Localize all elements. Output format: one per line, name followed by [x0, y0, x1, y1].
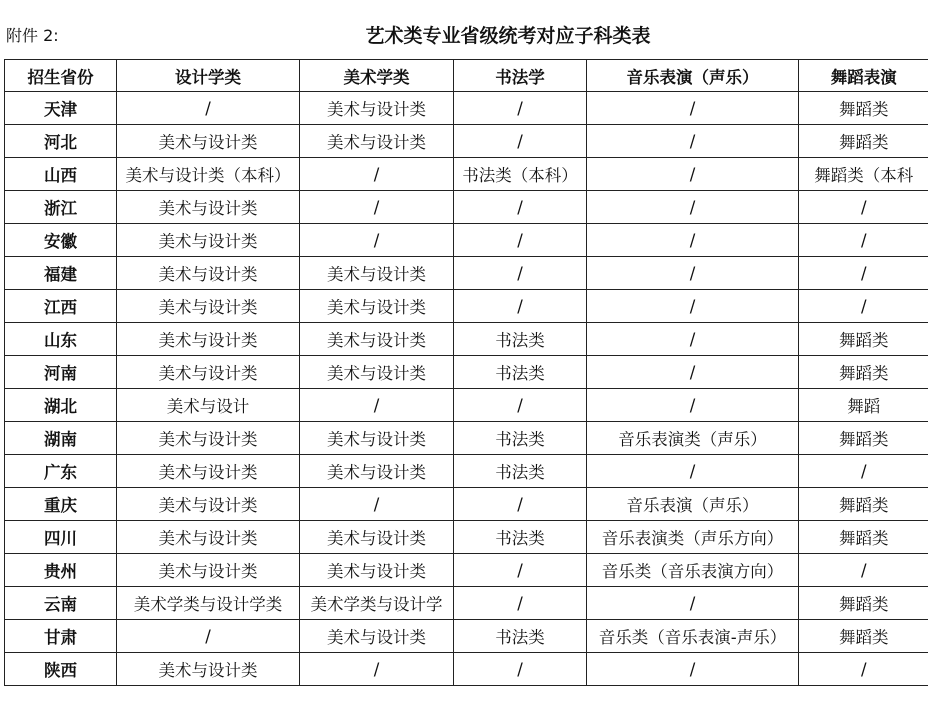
design-cell: 美术与设计类 [117, 356, 300, 389]
vocal-music-cell: 音乐表演（声乐） [587, 488, 799, 521]
dance-cell: 舞蹈类 [799, 587, 928, 620]
table-row [5, 488, 928, 521]
dance-cell: 舞蹈 [799, 389, 928, 422]
design-cell: 美术与设计类 [117, 290, 300, 323]
art-subject-table [4, 59, 928, 686]
province-cell: 江西 [5, 290, 117, 323]
table-row [5, 554, 928, 587]
province-cell: 云南 [5, 587, 117, 620]
province-cell: 河南 [5, 356, 117, 389]
calligraphy-cell: 书法类 [454, 455, 587, 488]
table-row [5, 356, 928, 389]
table-row [5, 620, 928, 653]
fine-arts-cell: 美术学类与设计学 [300, 587, 454, 620]
calligraphy-cell: 书法类 [454, 620, 587, 653]
fine-arts-cell: 美术与设计类 [300, 620, 454, 653]
table-row [5, 158, 928, 191]
calligraphy-cell: / [454, 587, 587, 620]
vocal-music-cell: / [587, 389, 799, 422]
header-province: 招生省份 [5, 60, 117, 92]
table-row [5, 422, 928, 455]
dance-cell: / [799, 224, 928, 257]
vocal-music-cell: 音乐类（音乐表演-声乐） [587, 620, 799, 653]
fine-arts-cell: 美术与设计类 [300, 92, 454, 125]
calligraphy-cell: / [454, 224, 587, 257]
dance-cell: / [799, 455, 928, 488]
vocal-music-cell: / [587, 290, 799, 323]
province-cell: 广东 [5, 455, 117, 488]
dance-cell: / [799, 257, 928, 290]
fine-arts-cell: 美术与设计类 [300, 257, 454, 290]
calligraphy-cell: / [454, 488, 587, 521]
vocal-music-cell: / [587, 125, 799, 158]
fine-arts-cell: / [300, 224, 454, 257]
header-calligraphy: 书法学 [454, 60, 587, 92]
table-row [5, 323, 928, 356]
calligraphy-cell: 书法类（本科） [454, 158, 587, 191]
header-dance: 舞蹈表演 [799, 60, 928, 92]
calligraphy-cell: / [454, 653, 587, 686]
calligraphy-cell: / [454, 554, 587, 587]
dance-cell: 舞蹈类（本科 [799, 158, 928, 191]
vocal-music-cell: / [587, 653, 799, 686]
design-cell: 美术与设计类 [117, 554, 300, 587]
province-cell: 甘肃 [5, 620, 117, 653]
fine-arts-cell: 美术与设计类 [300, 422, 454, 455]
province-cell: 湖南 [5, 422, 117, 455]
design-cell: 美术学类与设计学类 [117, 587, 300, 620]
dance-cell: 舞蹈类 [799, 356, 928, 389]
design-cell: 美术与设计类 [117, 521, 300, 554]
attachment-label: 附件 2: [6, 26, 59, 45]
vocal-music-cell: / [587, 257, 799, 290]
document-title: 艺术类专业省级统考对应子科类表 [365, 25, 651, 47]
table-row [5, 587, 928, 620]
design-cell: / [117, 92, 300, 125]
calligraphy-cell: / [454, 125, 587, 158]
fine-arts-cell: 美术与设计类 [300, 323, 454, 356]
fine-arts-cell: / [300, 389, 454, 422]
design-cell: 美术与设计类 [117, 455, 300, 488]
calligraphy-cell: / [454, 92, 587, 125]
dance-cell: 舞蹈类 [799, 620, 928, 653]
calligraphy-cell: / [454, 290, 587, 323]
table-row [5, 521, 928, 554]
design-cell: 美术与设计类（本科） [117, 158, 300, 191]
header-row [5, 60, 928, 92]
design-cell: 美术与设计类 [117, 191, 300, 224]
vocal-music-cell: 音乐类（音乐表演方向） [587, 554, 799, 587]
province-cell: 天津 [5, 92, 117, 125]
table-row [5, 290, 928, 323]
calligraphy-cell: / [454, 191, 587, 224]
design-cell: 美术与设计类 [117, 257, 300, 290]
design-cell: 美术与设计类 [117, 125, 300, 158]
design-cell: 美术与设计类 [117, 323, 300, 356]
province-cell: 福建 [5, 257, 117, 290]
dance-cell: 舞蹈类 [799, 92, 928, 125]
table-body [5, 92, 928, 686]
dance-cell: / [799, 653, 928, 686]
design-cell: 美术与设计类 [117, 224, 300, 257]
fine-arts-cell: 美术与设计类 [300, 554, 454, 587]
vocal-music-cell: / [587, 191, 799, 224]
calligraphy-cell: / [454, 389, 587, 422]
fine-arts-cell: / [300, 653, 454, 686]
fine-arts-cell: 美术与设计类 [300, 356, 454, 389]
table-row [5, 653, 928, 686]
table-row [5, 389, 928, 422]
fine-arts-cell: 美术与设计类 [300, 290, 454, 323]
province-cell: 重庆 [5, 488, 117, 521]
calligraphy-cell: 书法类 [454, 323, 587, 356]
vocal-music-cell: 音乐表演类（声乐） [587, 422, 799, 455]
dance-cell: 舞蹈类 [799, 521, 928, 554]
dance-cell: / [799, 554, 928, 587]
province-cell: 山西 [5, 158, 117, 191]
header-design: 设计学类 [117, 60, 300, 92]
dance-cell: 舞蹈类 [799, 488, 928, 521]
design-cell: / [117, 620, 300, 653]
fine-arts-cell: / [300, 158, 454, 191]
table-row [5, 257, 928, 290]
province-cell: 河北 [5, 125, 117, 158]
vocal-music-cell: / [587, 224, 799, 257]
dance-cell: / [799, 290, 928, 323]
table-row [5, 191, 928, 224]
table-row [5, 125, 928, 158]
vocal-music-cell: 音乐表演类（声乐方向） [587, 521, 799, 554]
vocal-music-cell: / [587, 323, 799, 356]
calligraphy-cell: 书法类 [454, 356, 587, 389]
vocal-music-cell: / [587, 455, 799, 488]
dance-cell: 舞蹈类 [799, 323, 928, 356]
fine-arts-cell: 美术与设计类 [300, 455, 454, 488]
calligraphy-cell: 书法类 [454, 422, 587, 455]
fine-arts-cell: 美术与设计类 [300, 521, 454, 554]
fine-arts-cell: / [300, 191, 454, 224]
dance-cell: 舞蹈类 [799, 125, 928, 158]
header-fine-arts: 美术学类 [300, 60, 454, 92]
table-row [5, 455, 928, 488]
table-container [4, 59, 928, 709]
table-row [5, 92, 928, 125]
province-cell: 陕西 [5, 653, 117, 686]
province-cell: 安徽 [5, 224, 117, 257]
calligraphy-cell: 书法类 [454, 521, 587, 554]
vocal-music-cell: / [587, 158, 799, 191]
dance-cell: 舞蹈类 [799, 422, 928, 455]
fine-arts-cell: 美术与设计类 [300, 125, 454, 158]
province-cell: 山东 [5, 323, 117, 356]
calligraphy-cell: / [454, 257, 587, 290]
dance-cell: / [799, 191, 928, 224]
province-cell: 湖北 [5, 389, 117, 422]
vocal-music-cell: / [587, 356, 799, 389]
design-cell: 美术与设计类 [117, 653, 300, 686]
province-cell: 浙江 [5, 191, 117, 224]
vocal-music-cell: / [587, 92, 799, 125]
table-row [5, 224, 928, 257]
province-cell: 贵州 [5, 554, 117, 587]
design-cell: 美术与设计类 [117, 488, 300, 521]
design-cell: 美术与设计类 [117, 422, 300, 455]
province-cell: 四川 [5, 521, 117, 554]
design-cell: 美术与设计 [117, 389, 300, 422]
vocal-music-cell: / [587, 587, 799, 620]
fine-arts-cell: / [300, 488, 454, 521]
header-vocal-music: 音乐表演（声乐） [587, 60, 799, 92]
